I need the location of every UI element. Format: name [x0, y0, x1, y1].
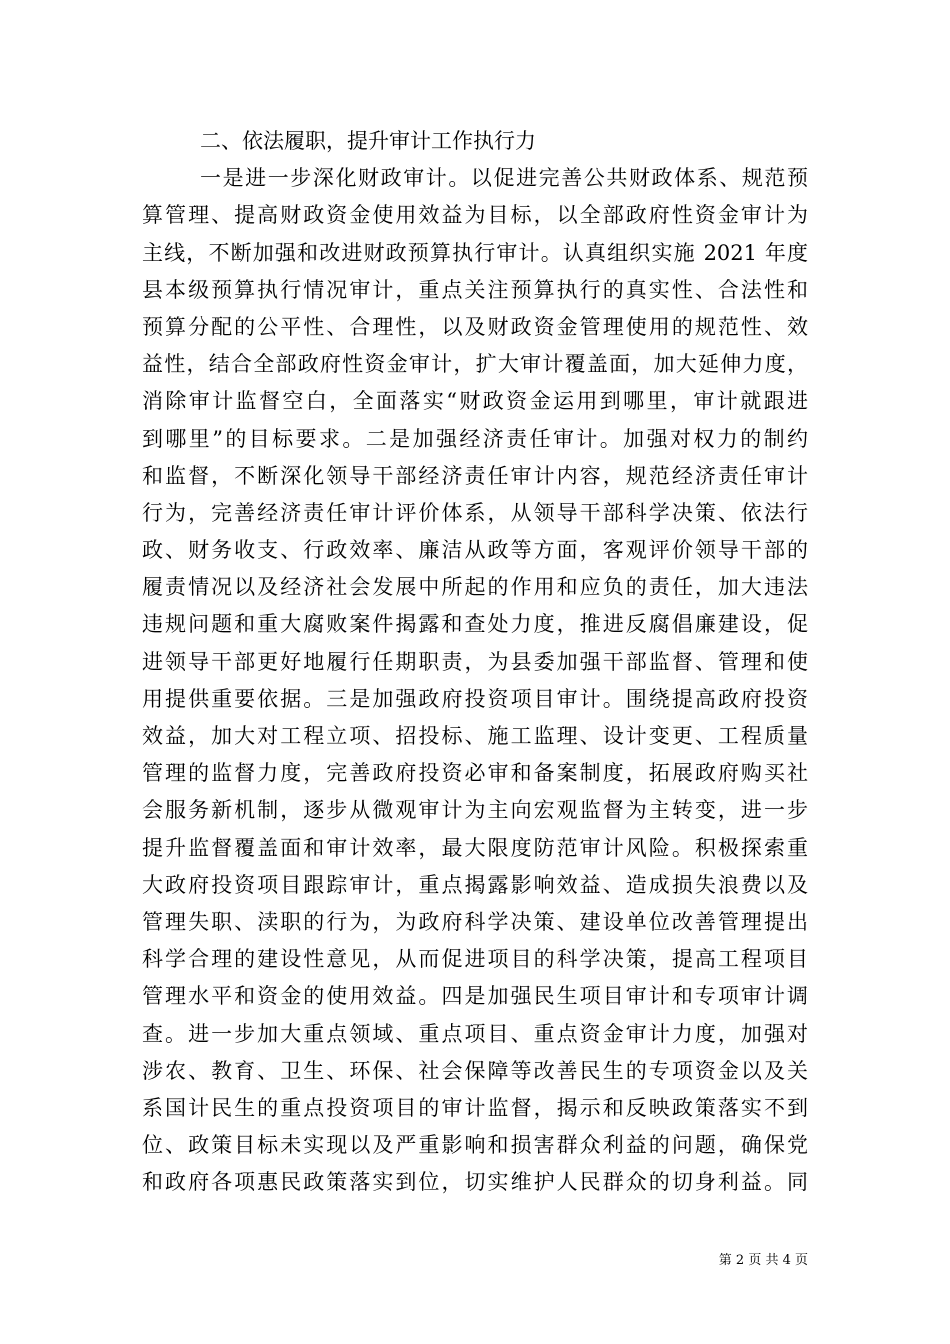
paragraph-line: 用提供重要依据。三是加强政府投资项目审计。围绕提高政府投资	[142, 686, 808, 711]
paragraph-line: 算管理、提高财政资金使用效益为目标，以全部政府性资金审计为	[142, 203, 808, 228]
paragraph-line: 管理水平和资金的使用效益。四是加强民生项目审计和专项审计调	[142, 984, 808, 1009]
paragraph-line: 涉农、教育、卫生、环保、社会保障等改善民生的专项资金以及关	[142, 1058, 808, 1083]
paragraph-line: 到哪里”的目标要求。二是加强经济责任审计。加强对权力的制约	[142, 426, 808, 451]
paragraph-line: 科学合理的建设性意见，从而促进项目的科学决策，提高工程项目	[142, 947, 808, 972]
paragraph-line: 行为，完善经济责任审计评价体系，从领导干部科学决策、依法行	[142, 500, 808, 525]
paragraph-line: 大政府投资项目跟踪审计，重点揭露影响效益、造成损失浪费以及	[142, 872, 808, 897]
paragraph-line: 系国计民生的重点投资项目的审计监督，揭示和反映政策落实不到	[142, 1095, 808, 1120]
paragraph-line: 和监督，不断深化领导干部经济责任审计内容，规范经济责任审计	[142, 463, 808, 488]
paragraph-line: 效益，加大对工程立项、招投标、施工监理、设计变更、工程质量	[142, 724, 808, 748]
paragraph-line: 管理失职、渎职的行为，为政府科学决策、建设单位改善管理提出	[142, 909, 808, 934]
paragraph-line: 履责情况以及经济社会发展中所起的作用和应负的责任，加大违法	[142, 575, 808, 600]
paragraph-line: 位、政策目标未实现以及严重影响和损害群众利益的问题，确保党	[142, 1133, 808, 1158]
section-heading: 二、依法履职，提升审计工作执行力	[200, 129, 536, 153]
paragraph-line: 违规问题和重大腐败案件揭露和查处力度，推进反腐倡廉建设，促	[142, 612, 808, 637]
paragraph-line: 益性，结合全部政府性资金审计，扩大审计覆盖面，加大延伸力度，	[142, 352, 808, 377]
page-number-footer: 第 2 页 共 4 页	[718, 1253, 808, 1268]
paragraph-line: 管理的监督力度，完善政府投资必审和备案制度，拓展政府购买社	[142, 761, 808, 786]
paragraph-line: 和政府各项惠民政策落实到位，切实维护人民群众的切身利益。同	[142, 1170, 808, 1195]
paragraph-line: 提升监督覆盖面和审计效率，最大限度防范审计风险。积极探索重	[142, 835, 808, 860]
paragraph-line: 政、财务收支、行政效率、廉洁从政等方面，客观评价领导干部的	[142, 538, 808, 563]
paragraph-line: 县本级预算执行情况审计，重点关注预算执行的真实性、合法性和	[142, 277, 808, 302]
paragraph-line: 预算分配的公平性、合理性，以及财政资金管理使用的规范性、效	[142, 314, 808, 339]
paragraph-line	[142, 1201, 808, 1238]
paragraph-line: 消除审计监督空白，全面落实“财政资金运用到哪里，审计就跟进	[142, 389, 808, 414]
paragraph-line: 一是进一步深化财政审计。以促进完善公共财政体系、规范预	[200, 166, 808, 191]
paragraph-line: 会服务新机制，逐步从微观审计为主向宏观监督为主转变，进一步	[142, 798, 808, 823]
paragraph-line: 主线，不断加强和改进财政预算执行审计。认真组织实施 2021 年度	[142, 240, 808, 265]
body-text	[142, 123, 808, 1239]
paragraph-line: 进领导干部更好地履行任期职责，为县委加强干部监督、管理和使	[142, 649, 808, 674]
paragraph-line: 查。进一步加大重点领域、重点项目、重点资金审计力度，加强对	[142, 1021, 808, 1046]
